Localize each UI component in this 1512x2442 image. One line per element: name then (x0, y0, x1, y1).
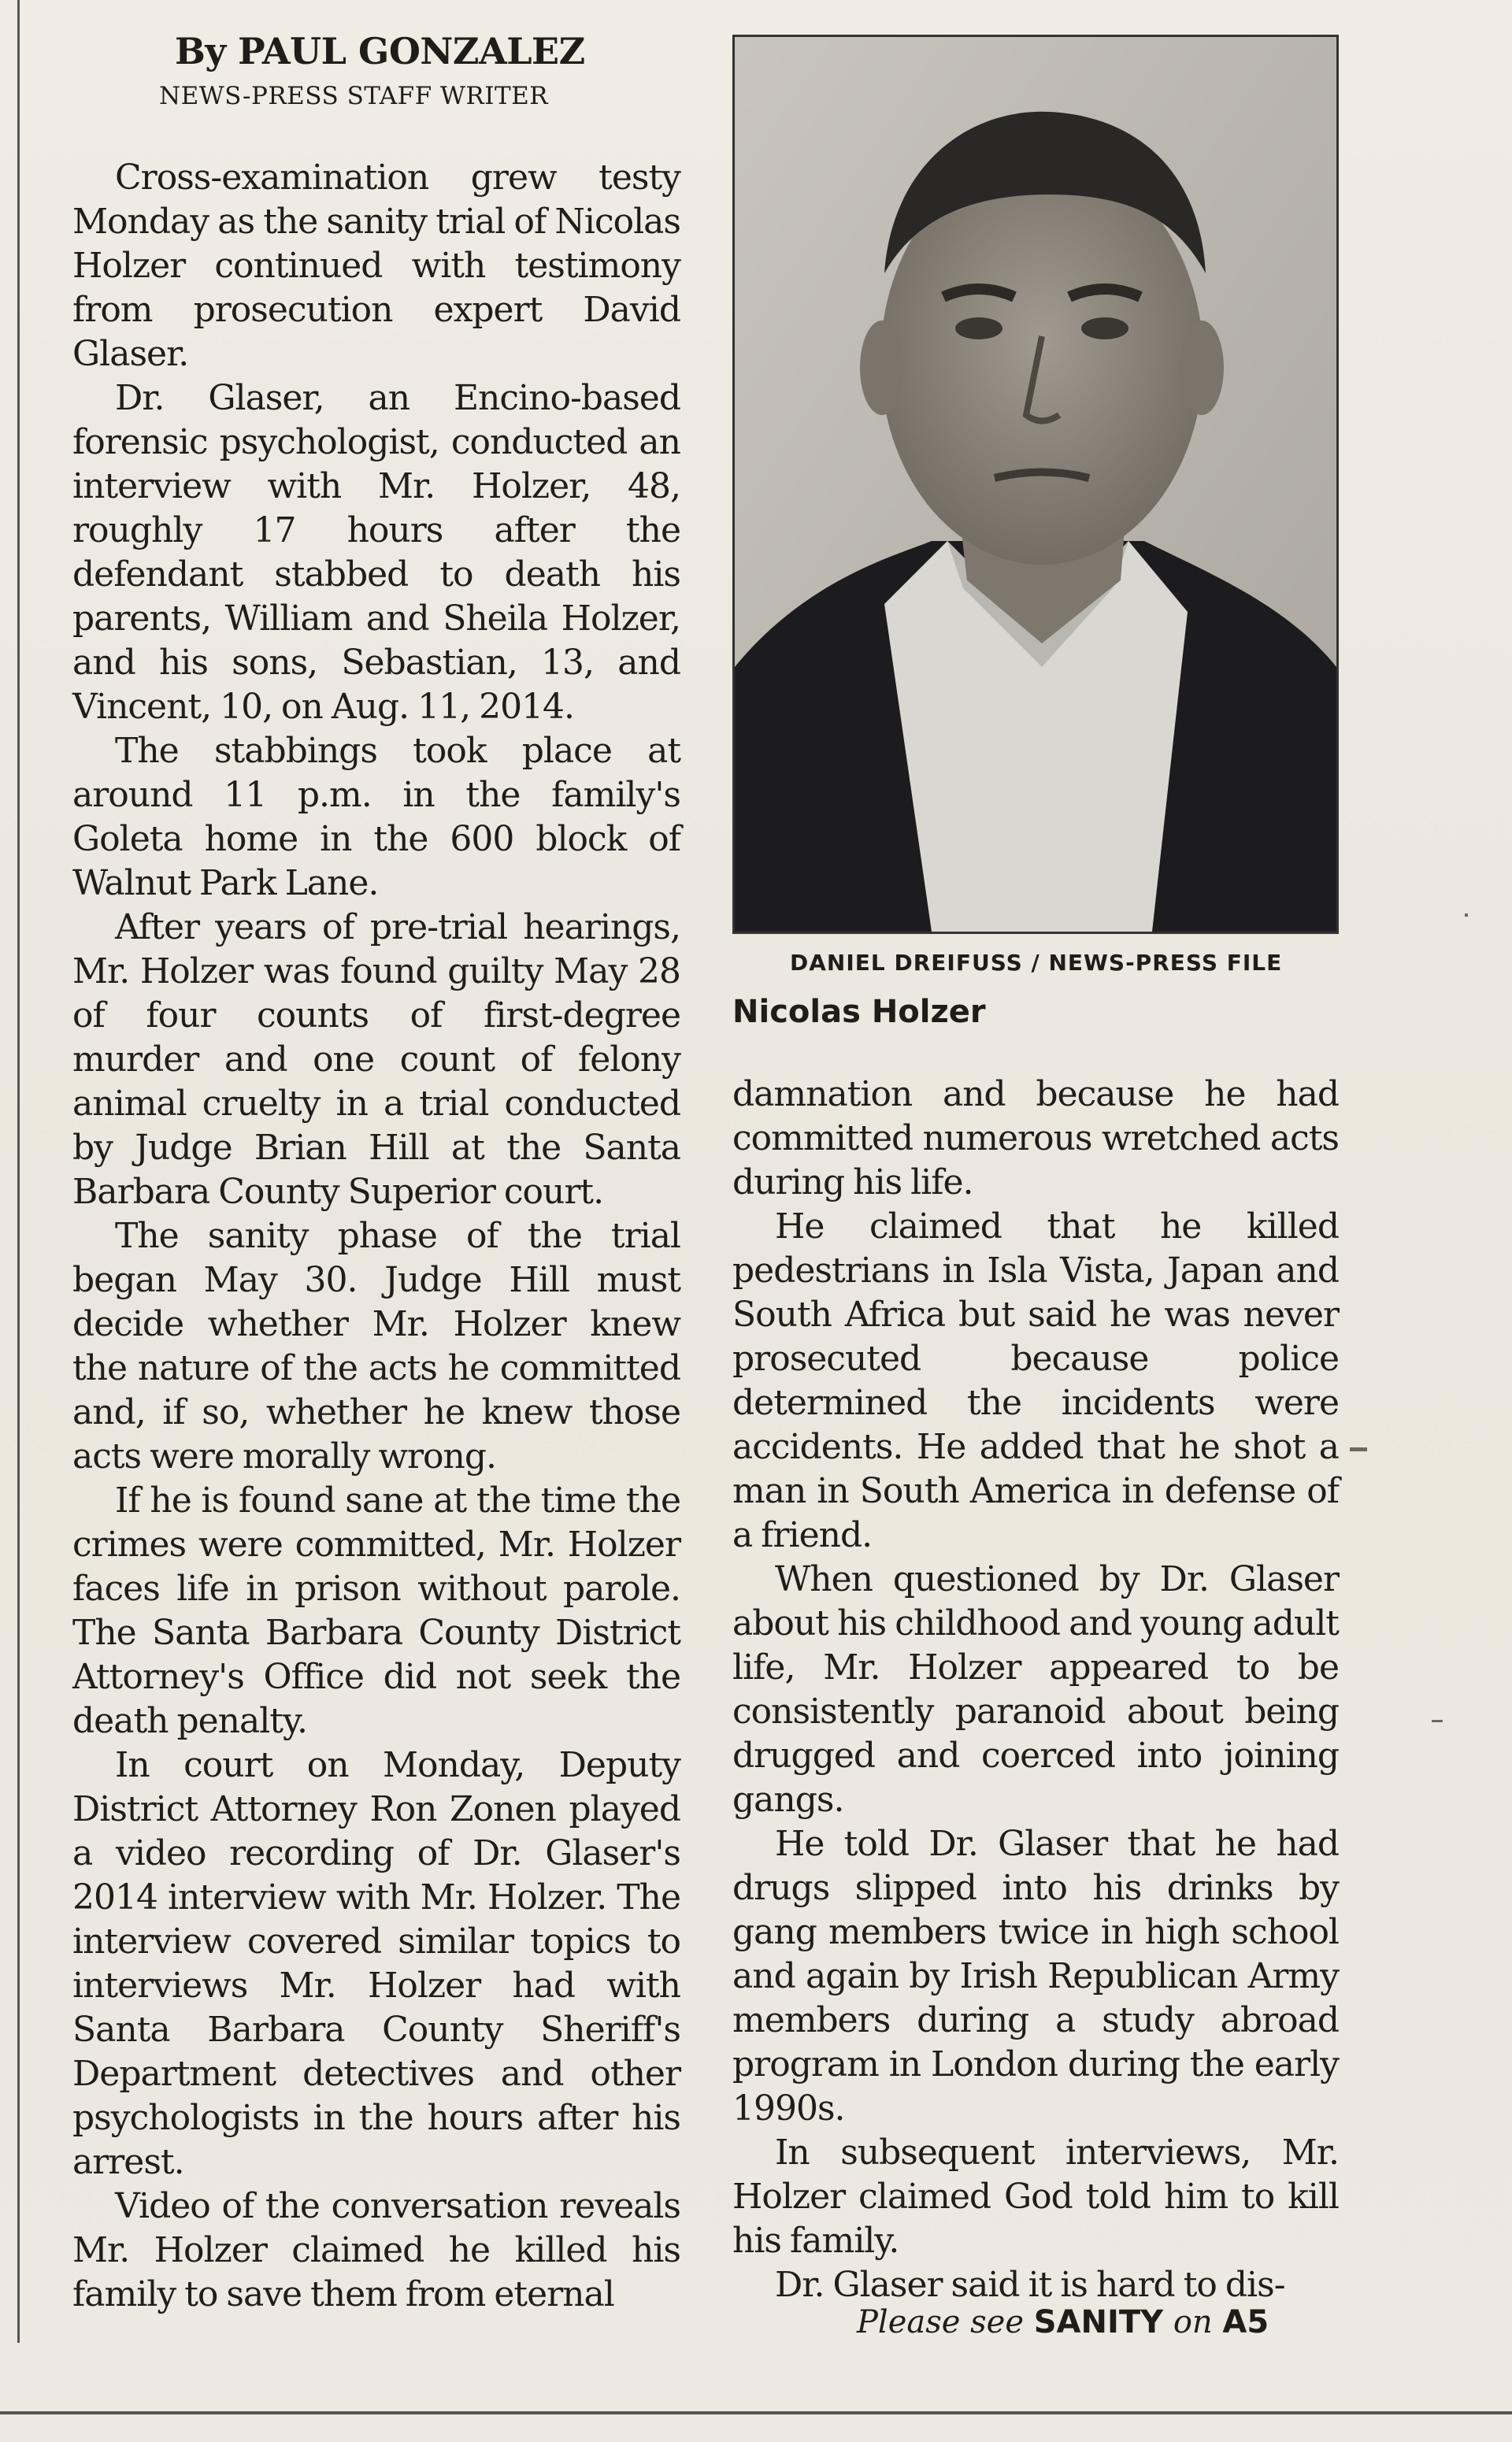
article-column-left (72, 156, 680, 2317)
jump-keyword: SANITY (1033, 2304, 1164, 2340)
article-paragraph: In court on Monday, Deputy District Attorney Ron Zonen played a video recording of Dr. Glaser's 2014 interview with Mr. Holzer. The interview covered similar topics to interviews Mr. Holzer had with Santa Barbara County Sheriff's Department detectives and other psychologists in the hours after his arrest. (72, 1745, 680, 2182)
article-paragraph: When questioned by Dr. Glaser about his childhood and young adult life, Mr. Holzer appeared to be consistently paranoid about being drugged and coerced into joining gangs. (732, 1559, 1339, 1820)
article-paragraph: He claimed that he killed pedestrians in Isla Vista, Japan and South Africa but said he was never prosecuted because police determined the incidents were accidents. He added that he shot a man in South America in defense of a friend. (732, 1206, 1339, 1555)
print-speck (1350, 1447, 1367, 1451)
continuation-line (857, 2304, 1269, 2340)
column-rule-left (17, 0, 20, 2343)
portrait-photo (732, 35, 1339, 934)
article-paragraph: Video of the conversation reveals Mr. Holzer claimed he killed his family to save them from eternal (72, 2186, 680, 2314)
article-paragraph: Dr. Glaser said it is hard to dis- (775, 2265, 1285, 2305)
article-paragraph: Dr. Glaser, an Encino-based forensic psychologist, conducted an interview with Mr. Holzer, 48, roughly 17 hours after the defendant stabbed to death his parents, William and Sheila Holzer, and his sons, Sebastian, 13, and Vincent, 10, on Aug. 11, 2014. (72, 378, 680, 727)
article-paragraph: If he is found sane at the time the crimes were committed, Mr. Holzer faces life in prison without parole. The Santa Barbara County District Attorney's Office did not seek the death penalty. (72, 1480, 680, 1741)
print-speck (1465, 913, 1468, 917)
print-speck (1432, 1720, 1443, 1722)
photo-caption: Nicolas Holzer (732, 994, 986, 1030)
article-paragraph: The sanity phase of the trial began May 30. Judge Hill must decide whether Mr. Holzer knew the nature of the acts he committed and, if so, whether he knew those acts were morally wrong. (72, 1216, 680, 1477)
article-paragraph: damnation and because he had committed numerous wretched acts during his life. (732, 1074, 1339, 1202)
article-paragraph: The stabbings took place at around 11 p.m. in the family's Goleta home in the 600 block of Walnut Park Lane. (72, 731, 680, 903)
article-paragraph: He told Dr. Glaser that he had drugs slipped into his drinks by gang members twice in high school and again by Irish Republican Army members during a study abroad program in London during the early 1990s. (732, 1824, 1339, 2129)
portrait-illustration (735, 37, 1336, 932)
byline: By PAUL GONZALEZ (175, 30, 585, 72)
article-paragraph: Cross-examination grew testy Monday as the sanity trial of Nicolas Holzer continued with testimony from prosecution expert David Glaser. (72, 157, 680, 374)
article-paragraph: After years of pre-trial hearings, Mr. Holzer was found guilty May 28 of four counts of first-degree murder and one count of felony animal cruelty in a trial conducted by Judge Brian Hill at the Santa Barbara County Superior court. (72, 907, 680, 1212)
photo-credit: DANIEL DREIFUSS / NEWS-PRESS FILE (790, 950, 1283, 976)
jump-on: on (1173, 2304, 1213, 2340)
page-bottom-rule (0, 2411, 1512, 2414)
jump-page: A5 (1222, 2304, 1269, 2340)
jump-prefix: Please see (857, 2304, 1025, 2340)
article-column-right (732, 1073, 1339, 2307)
staff-writer-line: NEWS-PRESS STAFF WRITER (159, 82, 549, 110)
article-paragraph: In subsequent interviews, Mr. Holzer claimed God told him to kill his family. (732, 2133, 1339, 2261)
